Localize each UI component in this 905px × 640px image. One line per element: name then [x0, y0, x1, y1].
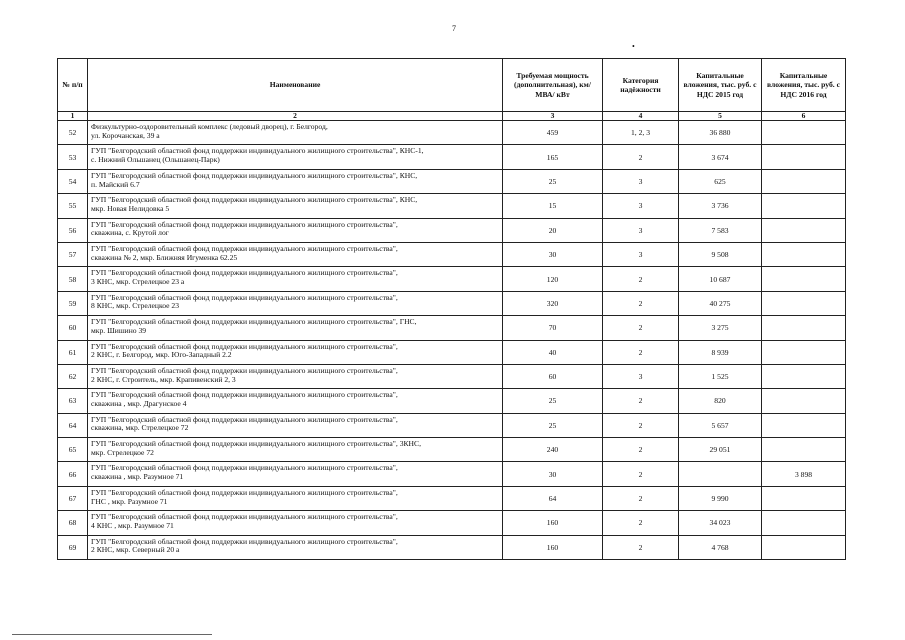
- row-name-line: ГУП "Белгородский областной фонд поддержки индивидуального жилищного строительства", КНС,: [91, 195, 418, 205]
- row-capital-2015: [679, 340, 762, 364]
- table-row: [58, 438, 846, 462]
- row-category-line: 2: [638, 298, 643, 308]
- row-power-line: 60: [548, 372, 557, 382]
- row-name: [88, 511, 503, 535]
- row-capital-2016: [762, 340, 846, 364]
- row-category-line: 3: [638, 225, 643, 235]
- row-name-line: мкр. Шишино 39: [91, 325, 147, 335]
- row-capital-2015: [679, 511, 762, 535]
- row-capital-2016: [762, 267, 846, 291]
- row-name-line: скважина, мкр. Стрелецкое 72: [91, 423, 189, 433]
- table-row: [58, 169, 846, 193]
- column-number: 3: [503, 112, 603, 121]
- table-row: [58, 511, 846, 535]
- row-power: [503, 413, 603, 437]
- table-row: [58, 389, 846, 413]
- row-name-line: ГУП "Белгородский областной фонд поддержки индивидуального жилищного строительства", КНС,: [91, 170, 418, 180]
- row-category: [603, 389, 679, 413]
- column-numbers-row: [58, 112, 846, 121]
- column-number: 2: [88, 112, 503, 121]
- row-power: [503, 438, 603, 462]
- row-capital-2016: [762, 242, 846, 266]
- row-capital-2016: [762, 145, 846, 169]
- row-category: [603, 121, 679, 145]
- row-capital-2015: [679, 364, 762, 388]
- row-capital-2016: [762, 194, 846, 218]
- row-name: [88, 340, 503, 364]
- row-capital-2015-line: 34 023: [709, 518, 731, 528]
- row-power-line: 30: [548, 250, 557, 260]
- table-body: [58, 121, 846, 560]
- row-power: [503, 242, 603, 266]
- row-name: [88, 462, 503, 486]
- row-capital-2015: [679, 438, 762, 462]
- row-category: [603, 316, 679, 340]
- row-capital-2015-line: 3 736: [711, 201, 729, 211]
- row-number-line: 64: [68, 420, 77, 430]
- row-capital-2015-line: 5 657: [711, 420, 729, 430]
- column-number: 1: [58, 112, 88, 121]
- row-name-line: мкр. Новая Нелидовка 5: [91, 203, 170, 213]
- row-power: [503, 364, 603, 388]
- row-category: [603, 169, 679, 193]
- row-power: [503, 389, 603, 413]
- row-name: [88, 291, 503, 315]
- table-row: [58, 462, 846, 486]
- row-name-line: ГУП "Белгородский областной фонд поддержки индивидуального жилищного строительства", ГНС,: [91, 317, 417, 327]
- row-number: [58, 145, 88, 169]
- row-category-line: 3: [638, 176, 643, 186]
- row-name-line: ГУП "Белгородский областной фонд поддержки индивидуального жилищного строительства",: [91, 243, 398, 253]
- row-capital-2016: [762, 389, 846, 413]
- row-number-line: 54: [68, 176, 77, 186]
- row-power: [503, 194, 603, 218]
- row-power-line: 20: [548, 225, 557, 235]
- row-number: [58, 242, 88, 266]
- row-name-line: ГУП "Белгородский областной фонд поддержки индивидуального жилищного строительства",: [91, 292, 398, 302]
- row-category: [603, 511, 679, 535]
- row-capital-2015: [679, 462, 762, 486]
- row-capital-2016: [762, 169, 846, 193]
- row-name-line: 8 КНС, мкр. Стрелецкое 23: [91, 301, 180, 311]
- row-name-line: 4 КНС , мкр. Разумное 71: [91, 520, 174, 530]
- row-name: [88, 218, 503, 242]
- table-row: [58, 242, 846, 266]
- row-power-line: 15: [548, 201, 557, 211]
- row-capital-2016: [762, 438, 846, 462]
- row-number: [58, 291, 88, 315]
- row-name-line: ГУП "Белгородский областной фонд поддержки индивидуального жилищного строительства",: [91, 341, 398, 351]
- row-number: [58, 169, 88, 193]
- row-number: [58, 218, 88, 242]
- table-row: [58, 121, 846, 145]
- header-power: Требуемая мощность (дополнительная), км/ МВА/ кВт: [503, 59, 603, 112]
- row-capital-2015-line: 8 939: [711, 347, 729, 357]
- row-capital-2015: [679, 218, 762, 242]
- row-capital-2016: [762, 316, 846, 340]
- row-name-line: ГУП "Белгородский областной фонд поддержки индивидуального жилищного строительства",: [91, 219, 398, 229]
- row-name: [88, 535, 503, 559]
- row-name: [88, 242, 503, 266]
- row-category-line: 2: [638, 323, 643, 333]
- row-number: [58, 535, 88, 559]
- row-power: [503, 511, 603, 535]
- header-number: № п/п: [58, 59, 88, 112]
- row-capital-2015-line: 40 275: [709, 298, 731, 308]
- row-name-line: ГУП "Белгородский областной фонд поддержки индивидуального жилищного строительства", 3КНС,: [91, 439, 421, 449]
- column-number: 4: [603, 112, 679, 121]
- row-capital-2015-line: 9 990: [711, 494, 729, 504]
- row-name: [88, 364, 503, 388]
- row-power: [503, 121, 603, 145]
- table-row: [58, 535, 846, 559]
- row-number-line: 58: [68, 274, 77, 284]
- row-capital-2015-line: 625: [714, 176, 726, 186]
- row-power-line: 30: [548, 469, 557, 479]
- row-capital-2015: [679, 535, 762, 559]
- row-name: [88, 145, 503, 169]
- row-name-line: п. Майский 6.7: [91, 179, 140, 189]
- row-power-line: 40: [548, 347, 557, 357]
- row-name: [88, 413, 503, 437]
- row-number-line: 56: [68, 225, 77, 235]
- row-category: [603, 364, 679, 388]
- row-category-line: 1, 2, 3: [631, 128, 650, 138]
- row-category: [603, 242, 679, 266]
- header-name: Наименование: [88, 59, 503, 112]
- row-category-line: 2: [638, 347, 643, 357]
- row-category-line: 2: [638, 396, 643, 406]
- row-power: [503, 145, 603, 169]
- row-capital-2015: [679, 267, 762, 291]
- row-capital-2015-line: 10 687: [709, 274, 731, 284]
- row-name: [88, 194, 503, 218]
- row-capital-2015-line: 820: [714, 396, 726, 406]
- table-row: [58, 486, 846, 510]
- row-power-line: 25: [548, 396, 557, 406]
- row-number: [58, 511, 88, 535]
- table-row: [58, 340, 846, 364]
- row-capital-2015: [679, 389, 762, 413]
- row-name-line: ГУП "Белгородский областной фонд поддержки индивидуального жилищного строительства",: [91, 414, 398, 424]
- row-capital-2016: [762, 511, 846, 535]
- row-name-line: 2 КНС, г. Строитель, мкр. Крапивенский 2, 3: [91, 374, 236, 384]
- row-name-line: 3 КНС, мкр. Стрелецкое 23 а: [91, 277, 185, 287]
- column-number: 5: [679, 112, 762, 121]
- row-power: [503, 316, 603, 340]
- row-category-line: 2: [638, 445, 643, 455]
- table-row: [58, 291, 846, 315]
- row-number-line: 53: [68, 152, 77, 162]
- row-capital-2015-line: 7 583: [711, 225, 729, 235]
- row-number-line: 63: [68, 396, 77, 406]
- row-category-line: 2: [638, 274, 643, 284]
- row-category: [603, 535, 679, 559]
- row-power-line: 160: [546, 518, 559, 528]
- row-number-line: 62: [68, 372, 77, 382]
- row-name: [88, 438, 503, 462]
- row-number: [58, 340, 88, 364]
- row-number: [58, 121, 88, 145]
- row-name-line: ГУП "Белгородский областной фонд поддержки индивидуального жилищного строительства",: [91, 390, 398, 400]
- row-capital-2016: [762, 218, 846, 242]
- row-capital-2015: [679, 316, 762, 340]
- row-capital-2015-line: 1 525: [711, 372, 729, 382]
- row-number-line: 65: [68, 445, 77, 455]
- row-power-line: 120: [546, 274, 559, 284]
- row-category: [603, 438, 679, 462]
- row-power-line: 64: [548, 494, 557, 504]
- row-capital-2015: [679, 145, 762, 169]
- row-category: [603, 218, 679, 242]
- column-number: 6: [762, 112, 846, 121]
- row-capital-2015: [679, 121, 762, 145]
- row-power-line: 459: [546, 128, 559, 138]
- row-name-line: ГУП "Белгородский областной фонд поддержки индивидуального жилищного строительства",: [91, 365, 398, 375]
- table-row: [58, 413, 846, 437]
- row-capital-2016-line: 3 898: [794, 469, 813, 479]
- row-number: [58, 486, 88, 510]
- row-capital-2016: [762, 364, 846, 388]
- row-category-line: 3: [638, 250, 643, 260]
- row-category-line: 2: [638, 494, 643, 504]
- row-capital-2016: [762, 291, 846, 315]
- row-power: [503, 535, 603, 559]
- row-capital-2015-line: 9 508: [711, 250, 729, 260]
- row-capital-2015-line: 3 674: [711, 152, 729, 162]
- row-name-line: ГНС , мкр. Разумное 71: [91, 496, 168, 506]
- row-power: [503, 169, 603, 193]
- row-capital-2015-line: 29 051: [709, 445, 731, 455]
- row-power-line: 165: [546, 152, 559, 162]
- row-number: [58, 194, 88, 218]
- row-name-line: ГУП "Белгородский областной фонд поддержки индивидуального жилищного строительства",: [91, 268, 398, 278]
- row-number-line: 61: [68, 347, 77, 357]
- row-power-line: 320: [546, 298, 559, 308]
- table-row: [58, 218, 846, 242]
- row-name-line: скважина , мкр. Разумное 71: [91, 472, 184, 482]
- row-name-line: 2 КНС, г. Белгород, мкр. Юго-Западный 2.2: [91, 350, 232, 360]
- row-name: [88, 486, 503, 510]
- row-number-line: 68: [68, 518, 77, 528]
- row-name: [88, 267, 503, 291]
- row-number-line: 67: [68, 494, 77, 504]
- row-name-line: ГУП "Белгородский областной фонд поддержки индивидуального жилищного строительства",: [91, 487, 398, 497]
- row-number-line: 69: [68, 542, 77, 552]
- row-number: [58, 389, 88, 413]
- row-number: [58, 364, 88, 388]
- row-number: [58, 438, 88, 462]
- row-name-line: ГУП "Белгородский областной фонд поддержки индивидуального жилищного строительства", КНС-1,: [91, 146, 424, 156]
- row-name-line: с. Нижний Ольшанец (Ольшанец-Парк): [91, 155, 220, 165]
- row-category: [603, 486, 679, 510]
- row-power-line: 25: [548, 176, 557, 186]
- table-row: [58, 364, 846, 388]
- row-number-line: 55: [68, 201, 77, 211]
- header-category: Категория надёжности: [603, 59, 679, 112]
- row-capital-2015: [679, 194, 762, 218]
- row-power-line: 160: [546, 542, 559, 552]
- row-number-line: 66: [68, 469, 77, 479]
- row-capital-2015: [679, 486, 762, 510]
- row-capital-2016: [762, 121, 846, 145]
- capital-investment-table: [57, 58, 846, 560]
- row-power-line: 25: [548, 420, 557, 430]
- header-capital-2015: Капитальные вложения, тыс. руб. с НДС 2015 год: [679, 59, 762, 112]
- row-name-line: ГУП "Белгородский областной фонд поддержки индивидуального жилищного строительства",: [91, 463, 398, 473]
- row-name: [88, 316, 503, 340]
- row-name-line: ГУП "Белгородский областной фонд поддержки индивидуального жилищного строительства",: [91, 536, 398, 546]
- row-name-line: скважина № 2, мкр. Ближняя Игуменка 62.25: [91, 252, 238, 262]
- table-row: [58, 316, 846, 340]
- row-name: [88, 121, 503, 145]
- row-name: [88, 389, 503, 413]
- header-capital-2016: Капитальные вложения, тыс. руб. с НДС 2016 год: [762, 59, 846, 112]
- row-power: [503, 267, 603, 291]
- row-number: [58, 267, 88, 291]
- row-name-line: Физкультурно-оздоровительный комплекс (ледовый дворец), г. Белгород,: [91, 122, 328, 131]
- row-category: [603, 267, 679, 291]
- scan-mark: •: [632, 42, 635, 51]
- page-number: 7: [452, 24, 456, 33]
- row-number: [58, 462, 88, 486]
- row-category-line: 2: [638, 152, 643, 162]
- row-capital-2015: [679, 291, 762, 315]
- row-capital-2015: [679, 242, 762, 266]
- row-power-line: 70: [548, 323, 557, 333]
- row-capital-2015-line: 3 275: [711, 323, 729, 333]
- row-category-line: 2: [638, 469, 643, 479]
- row-power: [503, 486, 603, 510]
- row-category-line: 2: [638, 542, 643, 552]
- row-name-line: мкр. Стрелецкое 72: [91, 447, 154, 457]
- table-row: [58, 194, 846, 218]
- row-number: [58, 413, 88, 437]
- table-row: [58, 145, 846, 169]
- row-power: [503, 462, 603, 486]
- row-capital-2016: [762, 413, 846, 437]
- row-category-line: 3: [638, 372, 643, 382]
- row-number-line: 52: [68, 128, 77, 138]
- row-number-line: 59: [68, 298, 77, 308]
- row-name-line: скважина, с. Крутой лог: [91, 228, 169, 238]
- row-category: [603, 291, 679, 315]
- table-header-row: [58, 59, 846, 112]
- row-number-line: 60: [68, 323, 77, 333]
- row-category: [603, 194, 679, 218]
- row-category: [603, 413, 679, 437]
- row-capital-2015: [679, 413, 762, 437]
- row-power-line: 240: [546, 445, 559, 455]
- row-power: [503, 291, 603, 315]
- row-name-line: ГУП "Белгородский областной фонд поддержки индивидуального жилищного строительства",: [91, 512, 398, 522]
- row-category: [603, 145, 679, 169]
- row-capital-2016: [762, 486, 846, 510]
- row-category: [603, 462, 679, 486]
- row-category-line: 2: [638, 518, 643, 528]
- row-category: [603, 340, 679, 364]
- row-capital-2016: [762, 462, 846, 486]
- row-category-line: 2: [638, 420, 643, 430]
- row-name-line: скважина , мкр. Драгунское 4: [91, 399, 187, 409]
- row-capital-2015: [679, 169, 762, 193]
- row-name: [88, 169, 503, 193]
- row-number: [58, 316, 88, 340]
- row-number-line: 57: [68, 250, 77, 260]
- row-capital-2015-line: 4 768: [711, 542, 729, 552]
- row-category-line: 3: [638, 201, 643, 211]
- row-name-line: 2 КНС, мкр. Северный 20 а: [91, 545, 180, 555]
- footer-rule: [12, 634, 212, 635]
- row-name-line: ул. Корочанская, 39 а: [91, 130, 160, 140]
- row-capital-2015-line: 36 880: [709, 128, 731, 138]
- row-power: [503, 340, 603, 364]
- table-row: [58, 267, 846, 291]
- row-power: [503, 218, 603, 242]
- row-capital-2016: [762, 535, 846, 559]
